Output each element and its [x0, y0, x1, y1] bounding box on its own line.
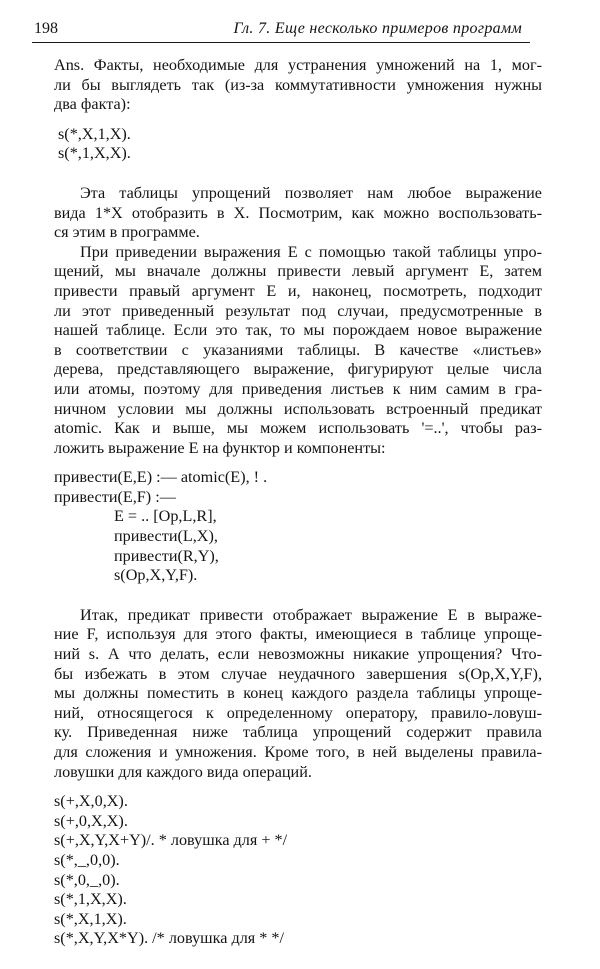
text-line: ку. Приведенная ниже таблица упрощений содержит правила: [54, 723, 542, 742]
text-line: ний, относящегося к определенному оператору, правило-ловуш-: [54, 703, 542, 722]
code-line: привести(E,E) :— atomic(E), ! .: [54, 468, 268, 487]
code-line: s(Op,X,Y,F).: [114, 566, 198, 585]
text-line: Ans. Факты, необходимые для устранения умножений на 1, мог-: [54, 56, 542, 74]
paragraph-reduction: [54, 243, 542, 459]
running-title: Гл. 7. Еще несколько примеров программ: [233, 20, 522, 37]
code-line: s(*,_,0,0).: [54, 850, 120, 869]
text-line: бы избежать в этом случае неудачного завершения s(Op,X,Y,F),: [54, 664, 542, 683]
fact-line: s(*,1,X,X).: [58, 144, 131, 163]
text-line: для сложения и умножения. Кроме того, в ней выделены правила-: [54, 743, 542, 761]
text-line: дерева, представляющего выражение, фигурируют целые числа: [54, 360, 542, 379]
text-line: atomic. Как и выше, мы можем использовать '=..', чтобы раз-: [54, 419, 542, 438]
code-line: привести(E,F) :—: [54, 487, 176, 506]
code-line: s(+,X,0,X).: [54, 792, 128, 811]
page-number: 198: [34, 20, 58, 37]
code-line: s(*,X,1,X).: [54, 909, 127, 928]
text-line: вида 1*X отобразить в X. Посмотрим, как можно воспользовать-: [54, 203, 542, 222]
text-line: нашей таблице. Если это так, то мы порождаем новое выражение: [54, 321, 542, 340]
paragraph-answer: [54, 56, 542, 115]
page-body: [54, 56, 542, 949]
code-line: s(*,1,X,X).: [54, 890, 127, 909]
text-line: два факта):: [54, 95, 131, 114]
text-line: в соответствии с указаниями таблицы. В качестве «листьев»: [54, 340, 542, 359]
code-line: привести(R,Y),: [114, 546, 219, 565]
text-line: ний s. А что делать, если невозможны никакие упрощения? Что-: [54, 645, 542, 664]
text-line: привести правый аргумент E и, наконец, посмотреть, подходит: [54, 281, 542, 300]
code-line: s(+,0,X,X).: [54, 811, 128, 830]
code-block-reduce: [54, 468, 542, 586]
text-line: ли бы выглядеть так (из-за коммутативности умножения нужны: [54, 75, 542, 94]
text-line: ничном условии мы должны использовать встроенный предикат: [54, 399, 542, 418]
paragraph-trap-rules: [54, 606, 542, 782]
text-line: При приведении выражения E с помощью такой таблицы упро-: [80, 242, 542, 261]
text-line: Эта таблицы упрощений позволяет нам любое выражение: [80, 183, 542, 202]
text-line: ловушки для каждого вида операций.: [54, 762, 312, 781]
paragraph-table-usage: [54, 184, 542, 243]
code-line: s(*,0,_,0).: [54, 870, 120, 889]
text-line: ли этот приведенный результат под случаи, предусмотренные в: [54, 301, 542, 320]
code-line: E = .. [Op,L,R],: [114, 507, 217, 526]
facts-block: [54, 125, 542, 164]
text-line: ся этим в программе.: [54, 223, 200, 242]
text-line: ние F, используя для этого факты, имеющиеся в таблице упроще-: [54, 625, 542, 644]
text-line: или атомы, поэтому для приведения листьев к ним самим в гра-: [54, 379, 542, 398]
code-block-simplification-table: [54, 792, 542, 949]
text-line: щений, мы вначале должны привести левый аргумент E, затем: [54, 262, 542, 281]
text-line: мы должны поместить в конец каждого раздела таблицы упроще-: [54, 684, 542, 703]
running-header: [32, 18, 530, 43]
fact-line: s(*,X,1,X).: [58, 124, 131, 143]
text-line: ложить выражение E на функтор и компоненты:: [54, 438, 386, 457]
code-line: s(+,X,Y,X+Y)/. * ловушка для + */: [54, 831, 288, 850]
code-line: привести(L,X),: [114, 527, 218, 546]
text-line: Итак, предикат привести отображает выражение E в выраже-: [80, 605, 542, 624]
code-line: s(*,X,Y,X*Y). /* ловушка для * */: [54, 929, 285, 948]
